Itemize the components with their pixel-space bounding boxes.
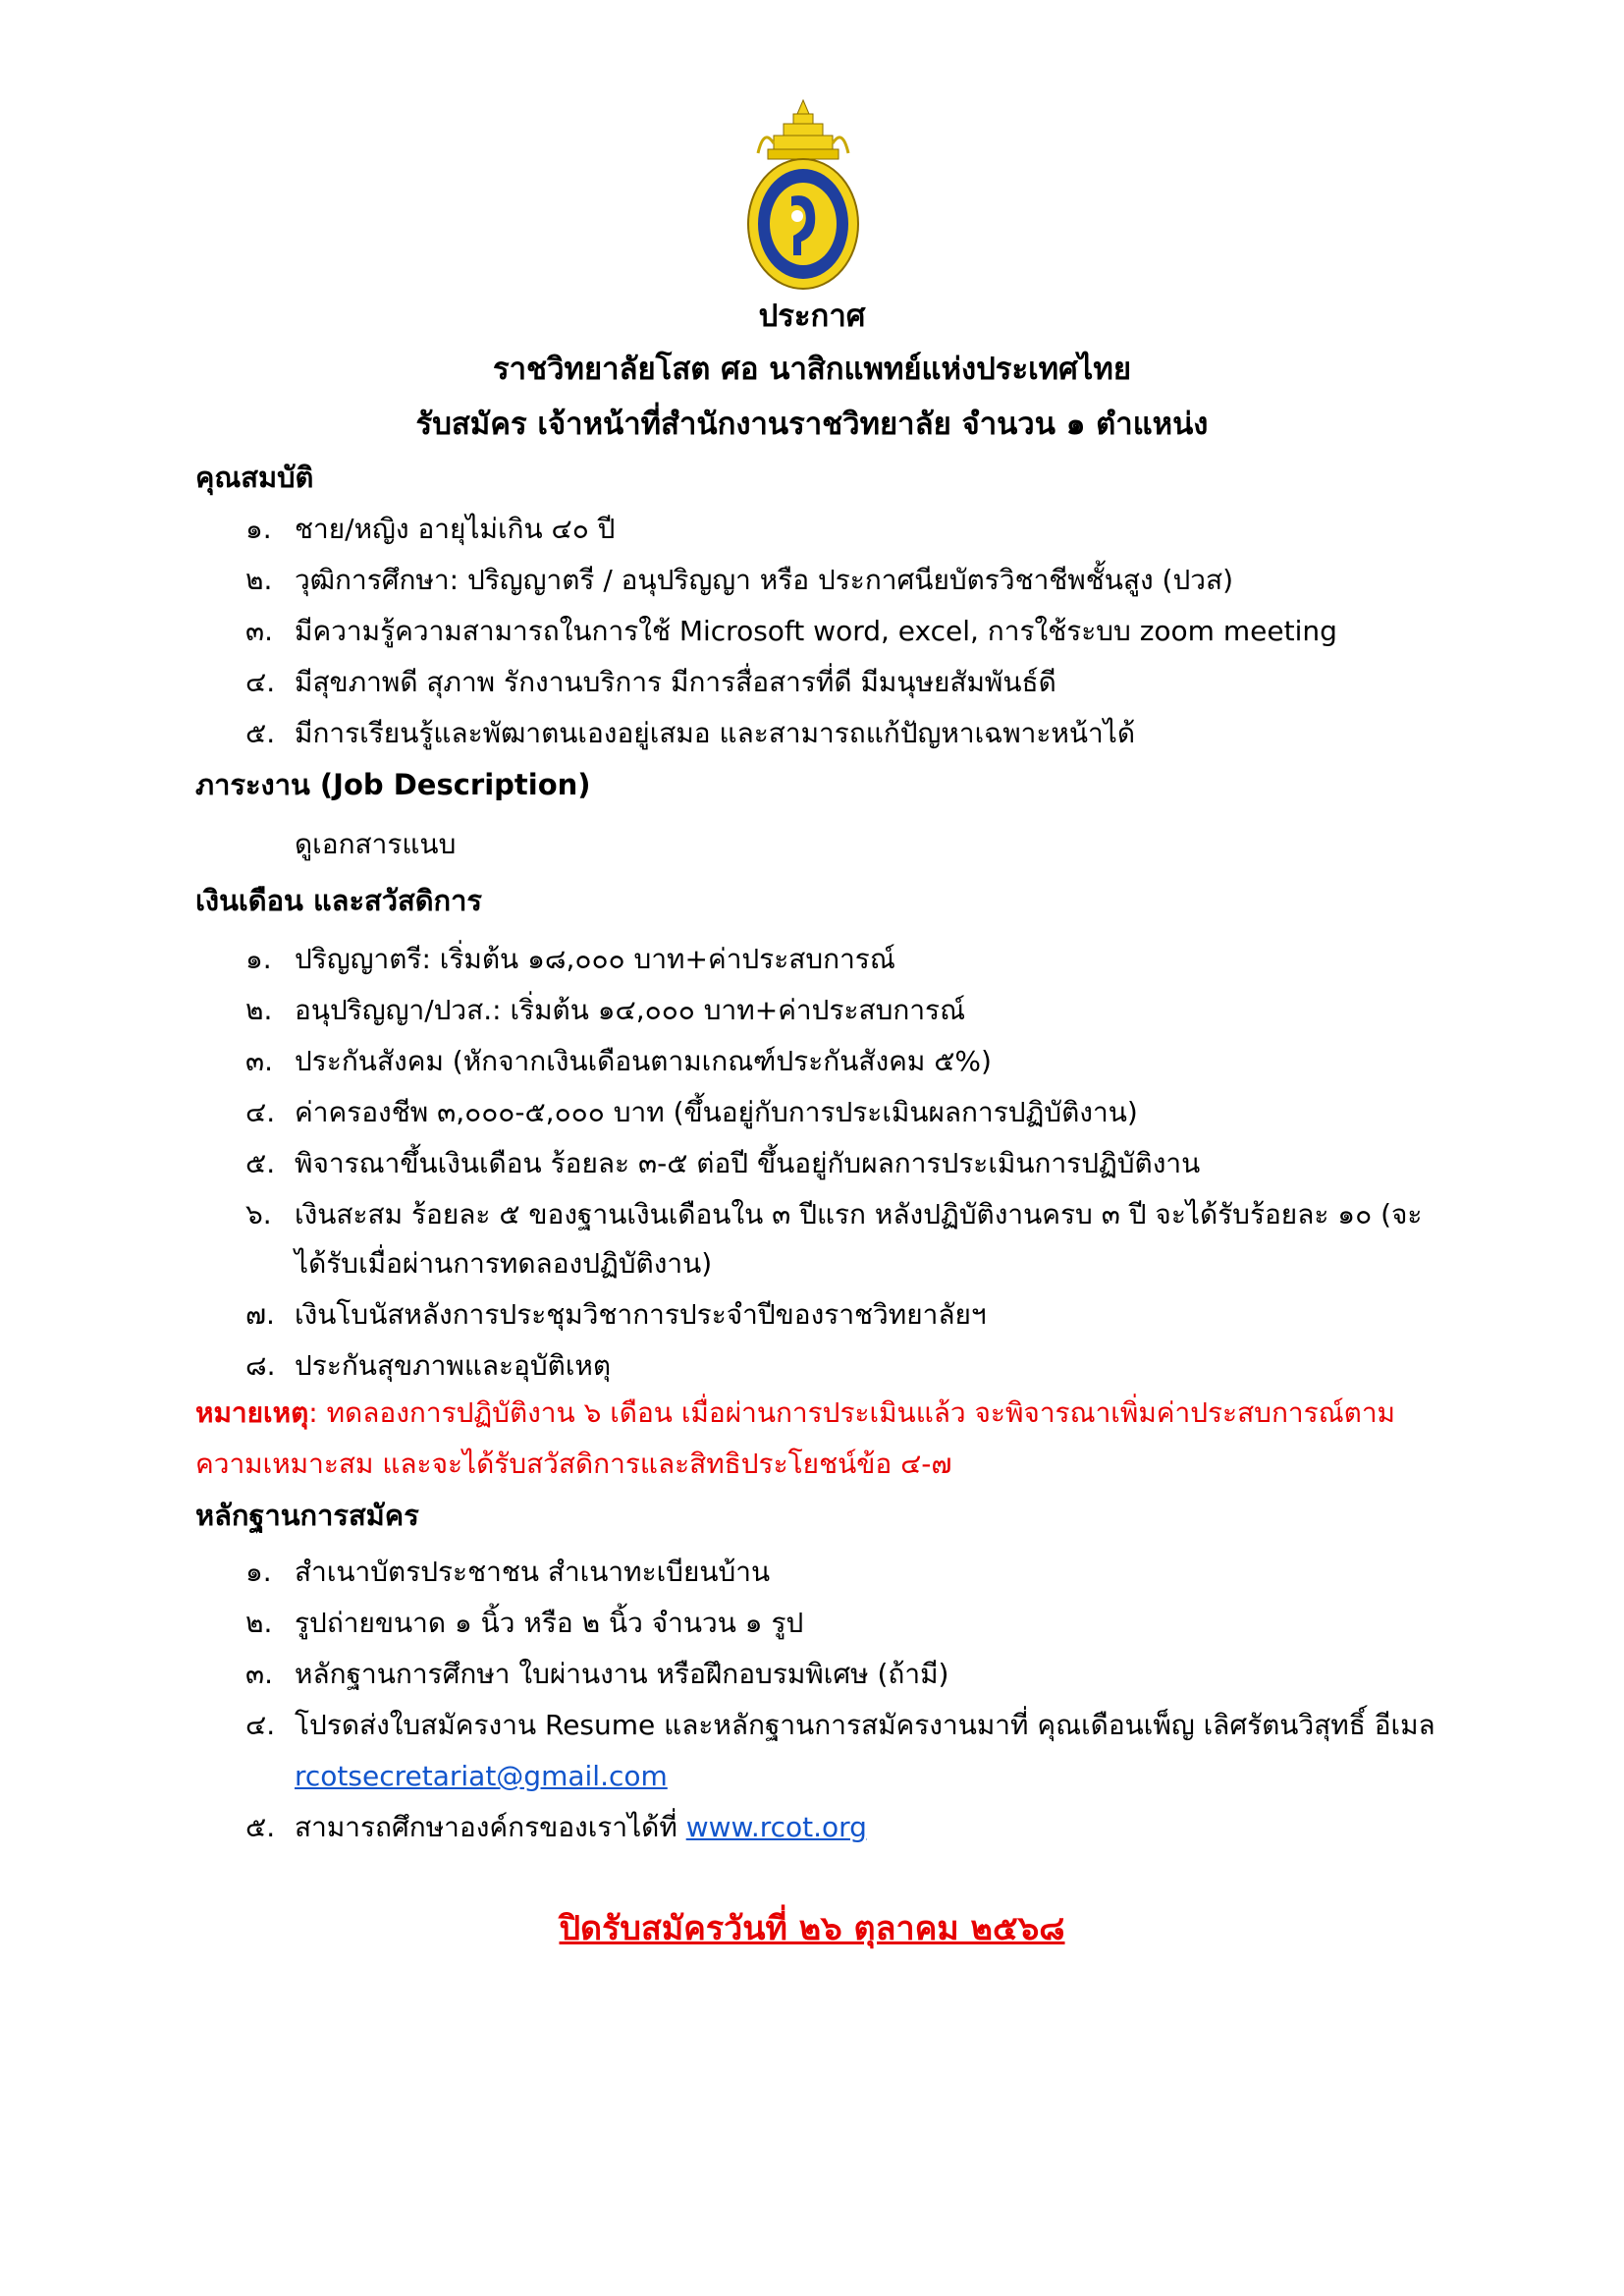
- list-number: ๒.: [245, 564, 273, 596]
- list-item: หลักฐานการศึกษา ใบผ่านงาน หรือฝึกอบรมพิเศษ (ถ้ามี): [295, 1658, 949, 1690]
- position-title: รับสมัคร เจ้าหน้าที่สำนักงานราชวิทยาลัย จำนวน ๑ ตำแหน่ง: [415, 407, 1209, 442]
- list-item: อนุปริญญา/ปวส.: เริ่มต้น ๑๔,๐๐๐ บาท+ค่าประสบการณ์: [295, 994, 966, 1026]
- college-name: ราชวิทยาลัยโสต ศอ นาสิกแพทย์แห่งประเทศไทย: [493, 352, 1131, 387]
- qualifications-heading: คุณสมบัติ: [195, 461, 314, 494]
- announcement-title: ประกาศ: [758, 299, 866, 334]
- list-number: ๕.: [245, 1811, 276, 1843]
- list-item: วุฒิการศึกษา: ปริญญาตรี / อนุปริญญา หรือ ประกาศนียบัตรวิชาชีพชั้นสูง (ปวส): [295, 564, 1233, 596]
- list-number: ๑.: [245, 943, 272, 975]
- list-item-text: สามารถศึกษาองค์กรของเราได้ที่: [295, 1811, 686, 1843]
- list-item: โปรดส่งใบสมัครงาน Resume และหลักฐานการสมัครงานมาที่ คุณเดือนเพ็ญ เลิศรัตนวิสุทธิ์ อีเมล: [295, 1709, 1435, 1741]
- list-number: ๔.: [245, 1096, 276, 1128]
- list-item: เงินโบนัสหลังการประชุมวิชาการประจำปีของราชวิทยาลัยฯ: [295, 1298, 987, 1331]
- list-number: ๔.: [245, 666, 276, 698]
- list-number: ๓.: [245, 1658, 274, 1690]
- list-item: เงินสะสม ร้อยละ ๕ ของฐานเงินเดือนใน ๓ ปีแรก หลังปฏิบัติงานครบ ๓ ปี จะได้รับร้อยละ ๑๐ (จะ: [295, 1198, 1423, 1230]
- list-item: มีการเรียนรู้และพัฒาตนเองอยู่เสมอ และสามารถแก้ปัญหาเฉพาะหน้าได้: [295, 717, 1136, 749]
- list-item: มีความรู้ความสามารถในการใช้ Microsoft word, excel, การใช้ระบบ zoom meeting: [295, 615, 1337, 647]
- list-number: ๘.: [245, 1349, 276, 1382]
- seal-icon: [748, 159, 858, 289]
- crown-icon: [758, 100, 848, 159]
- list-number: ๓.: [245, 1045, 274, 1077]
- email-link[interactable]: rcotsecretariat@gmail.com: [295, 1760, 668, 1792]
- closing-date: ปิดรับสมัครวันที่ ๒๖ ตุลาคม ๒๕๖๘: [559, 1909, 1065, 1948]
- evidence-heading: หลักฐานการสมัคร: [195, 1499, 419, 1532]
- list-item: ประกันสังคม (หักจากเงินเดือนตามเกณฑ์ประกันสังคม ๕%): [295, 1045, 992, 1077]
- list-number: ๕.: [245, 717, 276, 749]
- job-heading: ภาระงาน (Job Description): [195, 768, 591, 801]
- list-number: ๗.: [245, 1298, 275, 1331]
- list-item: สำเนาบัตรประชาชน สำเนาทะเบียนบ้าน: [295, 1556, 771, 1588]
- list-item: ปริญญาตรี: เริ่มต้น ๑๘,๐๐๐ บาท+ค่าประสบการณ์: [295, 943, 895, 975]
- list-item: [295, 1809, 867, 1846]
- list-item: ชาย/หญิง อายุไม่เกิน ๔๐ ปี: [295, 513, 616, 545]
- list-item: รูปถ่ายขนาด ๑ นิ้ว หรือ ๒ นิ้ว จำนวน ๑ รูป: [295, 1607, 804, 1639]
- list-item: พิจารณาขึ้นเงินเดือน ร้อยละ ๓-๕ ต่อปี ขึ้นอยู่กับผลการประเมินการปฏิบัติงาน: [295, 1147, 1201, 1179]
- list-number: ๑.: [245, 513, 272, 545]
- list-item-continuation: ได้รับเมื่อผ่านการทดลองปฏิบัติงาน): [295, 1247, 713, 1280]
- list-item: มีสุขภาพดี สุภาพ รักงานบริการ มีการสื่อสารที่ดี มีมนุษยสัมพันธ์ดี: [295, 666, 1056, 698]
- website-link[interactable]: www.rcot.org: [685, 1811, 867, 1843]
- list-number: ๒.: [245, 1607, 273, 1639]
- job-description-text: ดูเอกสารแนบ: [295, 828, 457, 860]
- salary-heading: เงินเดือน และสวัสดิการ: [195, 884, 482, 917]
- list-number: ๑.: [245, 1556, 272, 1588]
- list-number: ๖.: [245, 1198, 272, 1230]
- list-number: ๓.: [245, 615, 274, 647]
- list-item: ประกันสุขภาพและอุบัติเหตุ: [295, 1349, 612, 1382]
- note-text: : ทดลองการปฏิบัติงาน ๖ เดือน เมื่อผ่านการประเมินแล้ว จะพิจารณาเพิ่มค่าประสบการณ์ตาม: [308, 1396, 1396, 1429]
- list-number: ๒.: [245, 994, 273, 1026]
- college-crest-logo: [744, 98, 862, 295]
- list-number: ๔.: [245, 1709, 276, 1741]
- list-number: ๕.: [245, 1147, 276, 1179]
- note-line-1: [195, 1394, 1395, 1432]
- note-line-2: ความเหมาะสม และจะได้รับสวัสดิการและสิทธิประโยชน์ข้อ ๔-๗: [195, 1448, 952, 1480]
- list-item: ค่าครองชีพ ๓,๐๐๐-๕,๐๐๐ บาท (ขึ้นอยู่กับการประเมินผลการปฏิบัติงาน): [295, 1096, 1138, 1128]
- note-label: หมายเหตุ: [195, 1396, 309, 1429]
